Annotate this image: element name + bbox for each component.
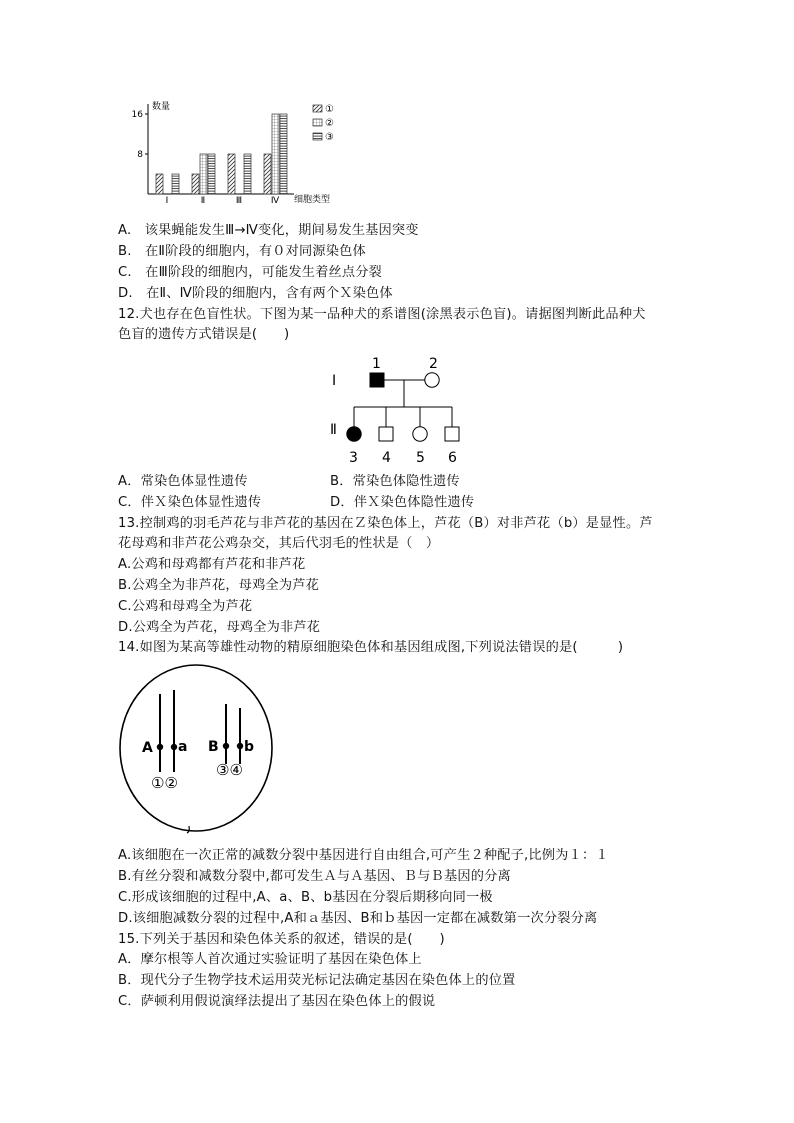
bar-2-series-1 xyxy=(192,174,199,194)
gene-label-a: a xyxy=(178,739,188,755)
individual-number-6: 6 xyxy=(448,450,457,466)
individual-4-normal-male xyxy=(379,427,393,441)
centromere-1 xyxy=(157,744,163,750)
y-tick-label-16: 16 xyxy=(131,110,143,120)
individual-5-normal-female xyxy=(413,427,427,441)
q11-option-c: C. 在Ⅲ阶段的细胞内，可能发生着丝点分裂 xyxy=(118,265,383,280)
y-tick-label-8: 8 xyxy=(137,150,143,160)
q14-option-b: B.有丝分裂和减数分裂中,都可发生Ａ与Ａ基因、Ｂ与Ｂ基因的分离 xyxy=(118,869,511,884)
cell-outline-tail xyxy=(187,826,189,833)
q14-stem: 14.如图为某高等雄性动物的精原细胞染色体和基因组成图,下列说法错误的是( ) xyxy=(118,640,624,655)
generation-2-label: Ⅱ xyxy=(330,422,337,438)
x-tick-label-3: Ⅲ xyxy=(235,196,243,206)
q15-option-b: B．现代分子生物学技术运用荧光标记法确定基因在染色体上的位置 xyxy=(118,973,516,988)
bar-4-series-2 xyxy=(272,114,279,194)
chromosome-label-12: ①② xyxy=(151,774,178,792)
centromere-4 xyxy=(237,743,243,749)
pedigree-diagram xyxy=(326,350,476,468)
bar-3-series-1 xyxy=(228,154,235,194)
q13-stem-line2: 花母鸡和非芦花公鸡杂交，其后代羽毛的性状是（ ） xyxy=(118,536,440,551)
bar-1-series-3 xyxy=(172,174,179,194)
chromosome-label-34: ③④ xyxy=(216,761,243,779)
gene-label-A: A xyxy=(142,740,153,756)
individual-number-3: 3 xyxy=(349,450,358,466)
legend-label-1: ① xyxy=(325,104,334,115)
gene-label-b: b xyxy=(244,739,255,755)
bar-3-series-3 xyxy=(244,154,251,194)
q13-option-c: C.公鸡和母鸡全为芦花 xyxy=(118,599,253,614)
y-axis-label: 数量 xyxy=(152,102,171,112)
q12-option-d: D．伴Ｘ染色体隐性遗传 xyxy=(330,495,475,510)
legend-swatch-2 xyxy=(313,119,322,126)
individual-2-normal-female xyxy=(425,373,439,387)
q12-stem-line1: 12.犬也存在色盲性状。下图为某一品种犬的系谱图(涂黑表示色盲)。请据图判断此品种犬 xyxy=(118,307,646,322)
x-tick-label-4: Ⅳ xyxy=(270,196,280,206)
spermatogonium-diagram xyxy=(116,660,276,838)
q13-option-b: B.公鸡全为非芦花，母鸡全为芦花 xyxy=(118,578,320,593)
individual-3-affected-female xyxy=(347,427,361,441)
q14-option-a: A.该细胞在一次正常的减数分裂中基因进行自由组合,可产生２种配子,比例为１：１ xyxy=(118,848,609,863)
centromere-3 xyxy=(223,743,229,749)
q12-stem-line2: 色盲的遗传方式错误是( ) xyxy=(118,327,290,342)
q11-option-d: D. 在Ⅱ、Ⅳ阶段的细胞内，含有两个Ｘ染色体 xyxy=(118,286,393,301)
bar-2-series-3 xyxy=(208,154,215,194)
q15-option-c: C．萨顿利用假说演绎法提出了基因在染色体上的假说 xyxy=(118,994,436,1009)
x-tick-label-2: Ⅱ xyxy=(200,196,206,206)
q12-option-a: A．常染色体显性遗传 xyxy=(118,474,248,489)
q11-option-a: A. 该果蝇能发生Ⅲ→Ⅳ变化，期间易发生基因突变 xyxy=(118,223,419,238)
bar-1-series-1 xyxy=(156,174,163,194)
individual-number-5: 5 xyxy=(416,450,425,466)
q15-stem: 15.下列关于基因和染色体关系的叙述，错误的是( ) xyxy=(118,932,445,947)
cell-count-bar-chart xyxy=(130,98,350,208)
q12-option-c: C．伴Ｘ染色体显性遗传 xyxy=(118,495,262,510)
q13-option-d: D.公鸡全为芦花，母鸡全为非芦花 xyxy=(118,620,321,635)
bar-2-series-2 xyxy=(200,154,207,194)
individual-1-affected-male xyxy=(370,373,384,387)
individual-6-normal-male xyxy=(445,427,459,441)
centromere-2 xyxy=(171,744,177,750)
generation-1-label: Ⅰ xyxy=(332,373,337,389)
q15-option-a: A．摩尔根等人首次通过实验证明了基因在染色体上 xyxy=(118,952,422,967)
q12-option-b: B．常染色体隐性遗传 xyxy=(330,474,460,489)
q11-option-b: B. 在Ⅱ阶段的细胞内，有０对同源染色体 xyxy=(118,244,366,259)
legend-label-3: ③ xyxy=(325,132,334,143)
x-axis-label: 细胞类型 xyxy=(294,195,331,205)
q14-option-d: D.该细胞减数分裂的过程中,A和ａ基因、B和ｂ基因一定都在减数第一次分裂分离 xyxy=(118,911,598,926)
x-tick-label-1: Ⅰ xyxy=(165,196,169,206)
q13-stem-line1: 13.控制鸡的羽毛芦花与非芦花的基因在Ｚ染色体上，芦花（B）对非芦花（b）是显性。芦 xyxy=(118,516,653,531)
bar-4-series-1 xyxy=(264,154,271,194)
individual-number-1: 1 xyxy=(372,356,381,372)
gene-label-B: B xyxy=(208,739,219,755)
individual-number-4: 4 xyxy=(382,450,391,466)
q14-option-c: C.形成该细胞的过程中,A、a、B、b基因在分裂后期移向同一极 xyxy=(118,890,493,905)
q13-option-a: A.公鸡和母鸡都有芦花和非芦花 xyxy=(118,557,306,572)
legend-swatch-3 xyxy=(313,133,322,140)
legend-swatch-1 xyxy=(313,105,322,112)
bar-4-series-3 xyxy=(280,114,287,194)
individual-number-2: 2 xyxy=(429,356,438,372)
legend-label-2: ② xyxy=(325,118,334,129)
